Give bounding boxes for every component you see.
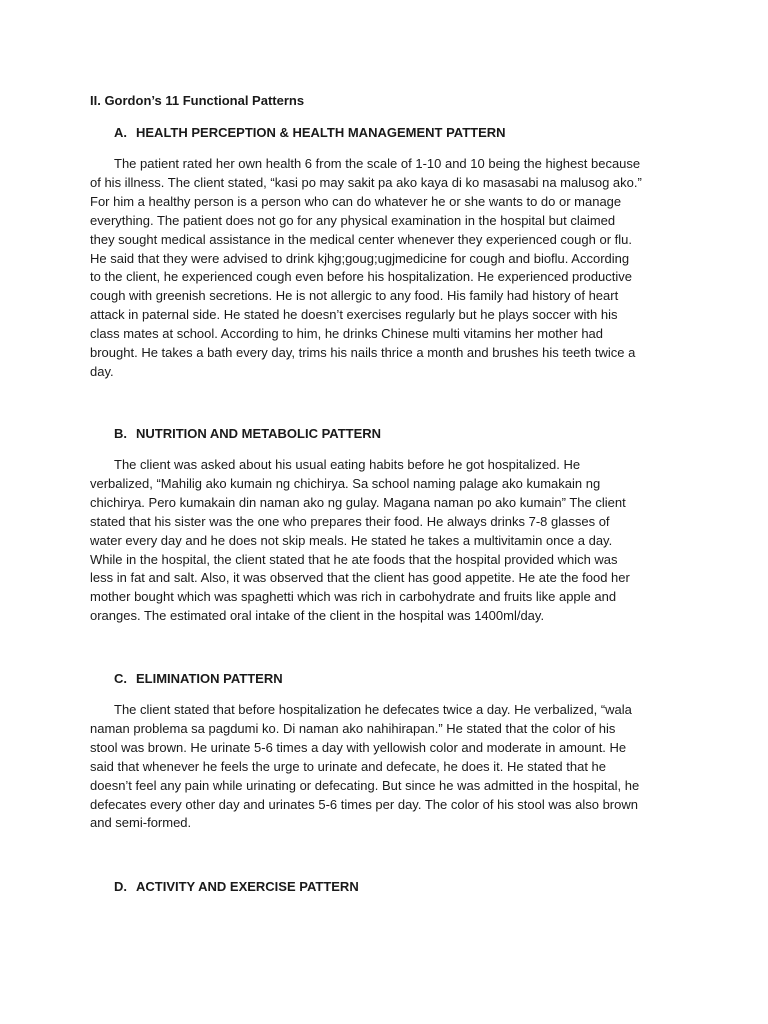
- paragraph-line: stool was brown. He urinate 5-6 times a day with yellowish color and moderate in amount. He: [90, 739, 627, 755]
- section-heading-nutrition: [114, 425, 381, 443]
- paragraph-line: cough with greenish secretions. He is not allergic to any food. His family had history of heart: [90, 288, 619, 304]
- paragraph-line: attack in paternal side. He stated he doesn’t exercises regularly but he plays soccer with his: [90, 307, 618, 323]
- paragraph-line: The client stated that before hospitalization he defecates twice a day. He verbalized, “wala: [114, 702, 632, 717]
- paragraph-line: For him a healthy person is a person who can do whatever he or she wants to do or manage: [90, 193, 622, 209]
- paragraph-line: The client was asked about his usual eating habits before he got hospitalized. He: [114, 457, 581, 472]
- paragraph-line: they sought medical assistance in the medical center whenever they experienced cough or flu.: [90, 231, 632, 247]
- paragraph-line: class mates at school. According to him, he drinks Chinese multi vitamins her mother had: [90, 326, 604, 342]
- paragraph-line: and semi-formed.: [90, 815, 192, 831]
- section-heading-elimination: [114, 670, 283, 688]
- paragraph-line: chichirya. Pero kumakain din naman ako ng gulay. Magana naman po ako kumain” The client: [90, 494, 626, 510]
- paragraph-line: water every day and he does not skip meals. He stated he takes a multivitamin once a day.: [90, 532, 613, 548]
- section-body-elimination: [90, 701, 682, 833]
- paragraph-line: to the client, he experienced cough even before his hospitalization. He experienced productive: [90, 269, 633, 285]
- section-body-nutrition: [90, 456, 682, 626]
- section-title: HEALTH PERCEPTION & HEALTH MANAGEMENT PATTERN: [136, 125, 506, 140]
- paragraph-line: day.: [90, 363, 114, 379]
- paragraph-line: The patient rated her own health 6 from the scale of 1-10 and 10 being the highest because: [114, 156, 641, 171]
- paragraph-line: mother bought which was spaghetti which was rich in carbohydrate and fruits like apple and: [90, 589, 617, 605]
- section-letter: B.: [114, 426, 127, 441]
- section-letter: A.: [114, 125, 127, 140]
- paragraph-line: While in the hospital, the client stated that he ate foods that the hospital provided which was: [90, 551, 618, 567]
- paragraph-line: stated that his sister was the one who prepares their food. He always drinks 7-8 glasses of: [90, 513, 610, 529]
- paragraph-line: less in fat and salt. Also, it was observed that the client has good appetite. He ate the food her: [90, 570, 630, 586]
- section-heading-health-perception: [114, 124, 506, 142]
- section-body-health-perception: [90, 155, 682, 382]
- paragraph-line: doesn’t feel any pain while urinating or defecating. But since he was admitted in the hospital, he: [90, 777, 640, 793]
- paragraph-line: everything. The patient does not go for any physical examination in the hospital but claimed: [90, 212, 616, 228]
- paragraph-line: said that whenever he feels the urge to urinate and defecate, he does it. He stated that he: [90, 758, 607, 774]
- paragraph-line: brought. He takes a bath every day, trims his nails thrice a month and brushes his teeth twice a: [90, 345, 636, 361]
- paragraph-line: of his illness. The client stated, “kasi po may sakit pa ako kaya di ko masasabi na malusog ako.”: [90, 174, 642, 190]
- paragraph-line: He said that they were advised to drink kjhg;goug;ugjmedicine for cough and bioflu. According: [90, 250, 630, 266]
- paragraph-line: defecates every other day and urinates 5-6 times per day. The color of his stool was also brown: [90, 796, 638, 812]
- section-title: ELIMINATION PATTERN: [136, 671, 283, 686]
- paragraph-line: naman problema sa pagdumi ko. Di naman ako nahihirapan.” He stated that the color of his: [90, 720, 616, 736]
- section-letter: D.: [114, 879, 127, 894]
- section-title: NUTRITION AND METABOLIC PATTERN: [136, 426, 382, 441]
- paragraph-line: oranges. The estimated oral intake of the client in the hospital was 1400ml/day.: [90, 608, 545, 624]
- section-heading-activity: [114, 878, 359, 896]
- paragraph-line: verbalized, “Mahilig ako kumain ng chichirya. Sa school naming palage ako kumakain ng: [90, 475, 601, 491]
- section-title: ACTIVITY AND EXERCISE PATTERN: [136, 879, 359, 894]
- section-letter: C.: [114, 671, 127, 686]
- document-title: II. Gordon’s 11 Functional Patterns: [90, 93, 305, 108]
